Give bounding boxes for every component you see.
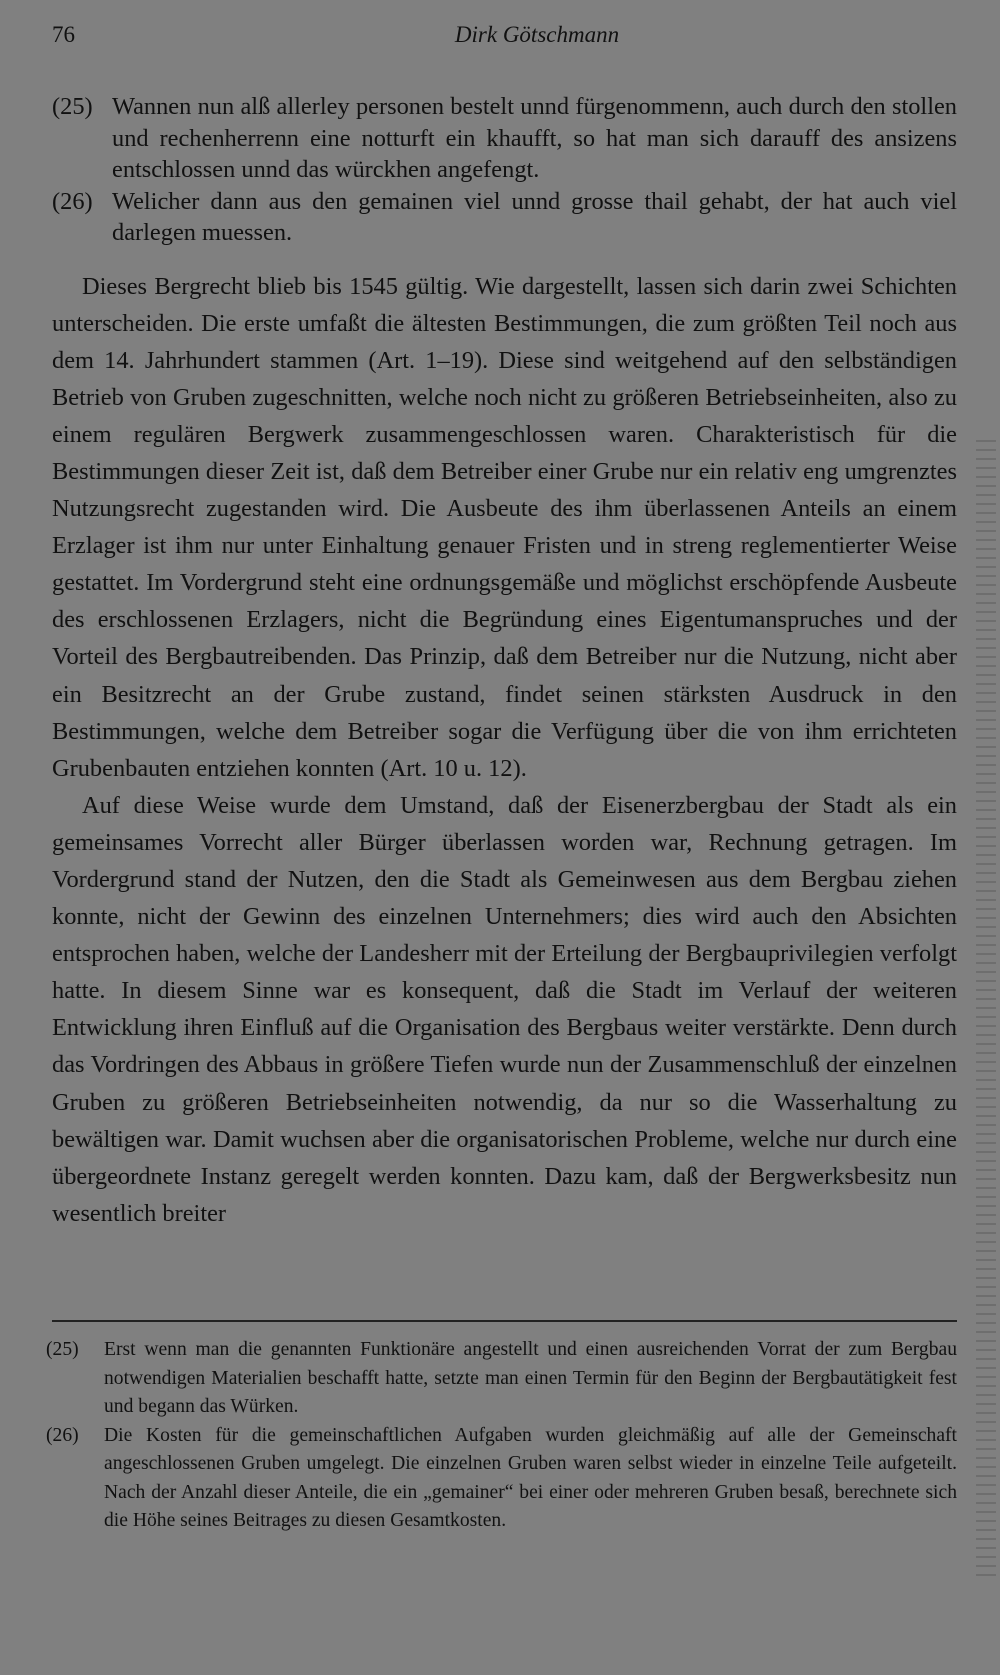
quote-number: (25): [52, 93, 93, 120]
footnote-text: Erst wenn man die genannten Funktionäre angestellt und einen ausreichenden Vorrat der zum Bergbau notwendigen Materialien beschafft hatte, setzte man einen Termin für den Beginn der Bergbautätigkeit fest und begann das Würken.: [104, 1339, 957, 1417]
page-header: [52, 22, 952, 54]
footnote-number: (25): [46, 1339, 79, 1360]
page-number: 76: [52, 22, 75, 47]
quote-item: [52, 91, 957, 186]
running-title: Dirk Götschmann: [454, 22, 620, 47]
quote-text: Wannen nun alß allerley personen bestelt unnd fürgenommenn, auch durch den stollen und rechenherrenn eine notturft ein khaufft, so hat man sich darauff des ansizens entschlossen unnd das würckhen angefengt.: [112, 93, 957, 183]
quoted-articles: [52, 91, 957, 249]
footnote-item: [46, 1422, 957, 1536]
footnotes: [46, 1336, 957, 1536]
footnote-text: Die Kosten für die gemeinschaftlichen Aufgaben wurden gleichmäßig auf alle der Gemeinschaft angeschlossenen Gruben umgelegt. Die einzelnen Gruben waren selbst wieder in einzelne Teile aufgeteilt. Nach der Anzahl dieser Anteile, die ein „gemainer“ bei einer oder mehreren Gruben besaß, berechnete sich die Höhe seines Beitrages zu diesen Gesamtkosten.: [104, 1424, 957, 1531]
footnote-number: (26): [46, 1424, 79, 1446]
quote-number: (26): [52, 187, 93, 215]
body-paragraph: Dieses Bergrecht blieb bis 1545 gültig. Wie dargestellt, lassen sich darin zwei Schichten unterscheiden. Die erste umfaßt die ältesten Bestimmungen, die zum größten Teil noch aus dem 14. Jahrhundert stammen (Art. 1–19). Diese sind weitgehend auf den selbständigen Betrieb von Gruben zugeschnitten, welche noch nicht zu größeren Betriebseinheiten, also zu einem regulären Bergwerk zusammengeschlossen waren. Charakteristisch für die Bestimmungen dieser Zeit ist, daß dem Betreiber einer Grube nur ein relativ eng umgrenztes Nutzungsrecht zugestanden wird. Die Ausbeute des ihm überlassenen Anteils an einem Erzlager ist ihm nur unter Einhaltung genauer Fristen und in streng reglementierter Weise gestattet. Im Vordergrund steht eine ordnungsgemäße und möglichst erschöpfende Ausbeute des erschlossenen Erzlagers, nicht die Begründung eines Eigentumanspruches und der Vorteil des Bergbautreibenden. Das Prinzip, daß dem Betreiber nur die Nutzung, nicht aber ein Besitzrecht an der Grube zustand, findet seinen stärksten Ausdruck in den Bestimmungen, welche dem Betreiber sogar die Verfügung über die von ihm errichteten Grubenbauten entziehen konnten (Art. 10 u. 12).: [52, 272, 957, 782]
body-paragraph: Auf diese Weise wurde dem Umstand, daß der Eisenerzbergbau der Stadt als ein gemeinsames Vorrecht aller Bürger überlassen worden war, Rechnung getragen. Im Vordergrund stand der Nutzen, den die Stadt als Gemeinwesen aus dem Bergbau ziehen konnte, nicht der Gewinn des einzelnen Unternehmers; dies wird auch den Absichten entsprochen haben, welche der Landesherr mit der Erteilung der Bergbauprivilegien verfolgt hatte. In diesem Sinne war es konsequent, daß die Stadt im Verlauf der weiteren Entwicklung ihren Einfluß auf die Organisation des Bergbaus weiter verstärkte. Denn durch das Vordringen des Abbaus in größere Tiefen wurde nun der Zusammenschluß der einzelnen Gruben zu größeren Betriebseinheiten notwendig, da nur so die Wasserhaltung zu bewältigen war. Damit wuchsen aber die organisatorischen Probleme, welche nur durch eine übergeordnete Instanz geregelt werden konnten. Dazu kam, daß der Bergwerksbesitz nun wesentlich breiter: [52, 791, 957, 1227]
footnote-divider: [52, 1320, 957, 1322]
footnote-item: [46, 1336, 957, 1422]
quote-text: Welicher dann aus den gemainen viel unnd grosse thail gehabt, der hat auch viel darlegen muessen.: [112, 187, 957, 246]
quote-item: [52, 186, 957, 249]
main-text: [52, 91, 957, 1232]
scan-edge-noise: [976, 440, 996, 1580]
